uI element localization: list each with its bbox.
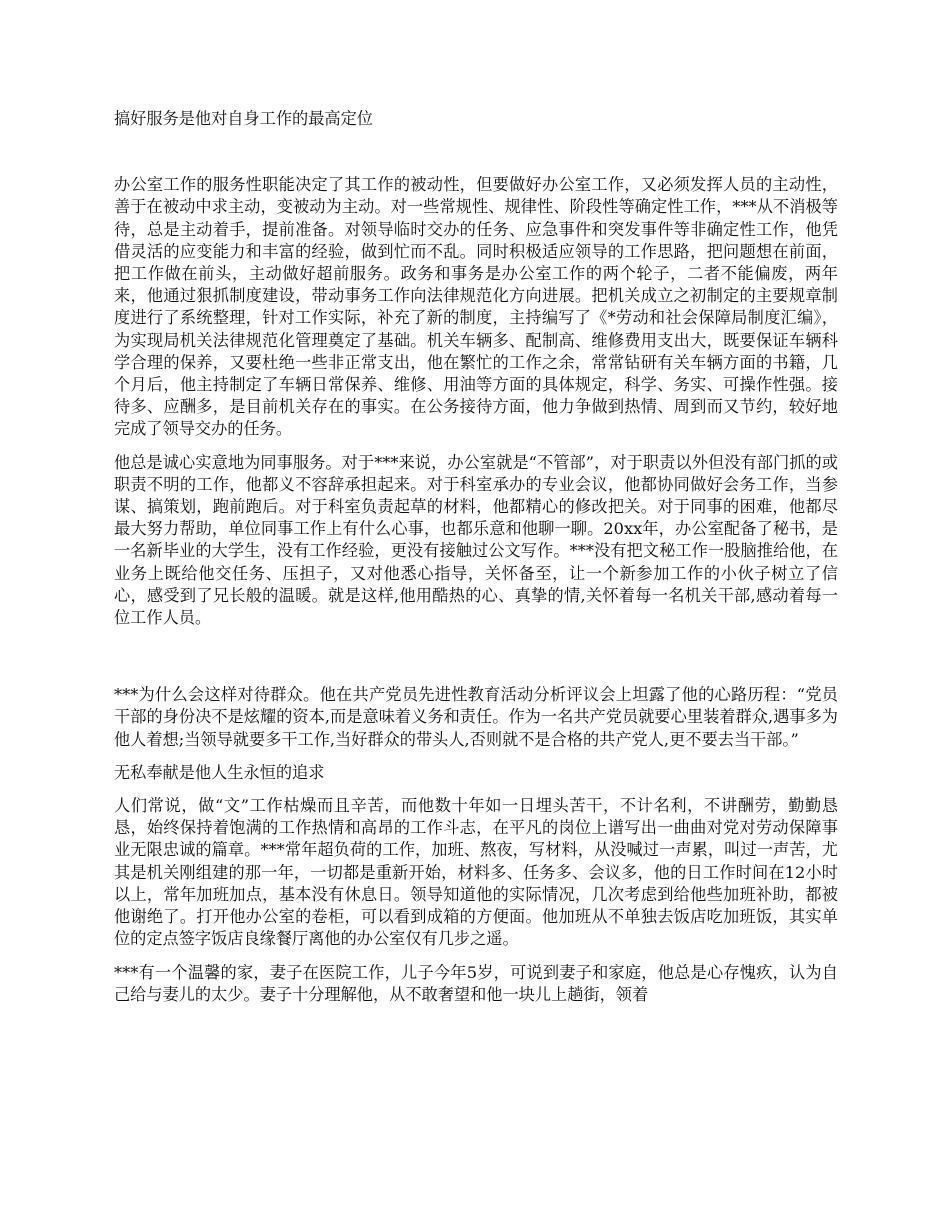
paragraph-party-member: ***为什么会这样对待群众。他在共产党员先进性教育活动分析评议会上坦露了他的心路历程：“党员干部的身份决不是炫耀的资本,而是意味着义务和责任。作为一名共产党员就要心里装着群众,遇事多为他人着想;当领导就要多干工作,当好群众的带头人,否则就不是合格的共产党人,更不要去当干部。” <box>114 685 838 749</box>
paragraph-hard-work: 人们常说，做“文”工作枯燥而且辛苦，而他数十年如一日埋头苦干，不计名利，不讲酬劳，勤勤恳恳，始终保持着饱满的工作热情和高昂的工作斗志，在平凡的岗位上谱写出一曲曲对党对劳动保障事业无限忠诚的篇章。***常年超负荷的工作，加班、熬夜，写材料，从没喊过一声累，叫过一声苦，尤其是机关刚组建的那一年，一切都是重新开始，材料多、任务多、会议多，他的日工作时间在12小时以上，常年加班加点，基本没有休息日。领导知道他的实际情况，几次考虑到给他些加班补助，都被他谢绝了。打开他办公室的卷柜，可以看到成箱的方便面。他加班从不单独去饭店吃加班饭，其实单位的定点签字饭店良缘餐厅离他的办公室仅有几步之遥。 <box>114 796 838 949</box>
paragraph-family: ***有一个温馨的家，妻子在医院工作，儿子今年5岁，可说到妻子和家庭，他总是心存愧疚，认为自己给与妻儿的太少。妻子十分理解他，从不敢奢望和他一块儿上趟街，领着 <box>114 962 838 1004</box>
section-heading-dedication: 无私奉献是他人生永恒的追求 <box>114 762 325 782</box>
section-heading-service: 搞好服务是他对自身工作的最高定位 <box>114 109 373 128</box>
document-page <box>114 108 838 1017</box>
paragraph-colleague-service: 他总是诚心实意地为同事服务。对于***来说，办公室就是“不管部”，对于职责以外但没有部门抓的或职责不明的工作，他都义不容辞承担起来。对于科室承办的专业会议，他都协同做好会务工作，当参谋、搞策划，跑前跑后。对于科室负责起草的材料，他都精心的修改把关。对于同事的困难，他都尽最大努力帮助，单位同事工作上有什么心事，也都乐意和他聊一聊。20xx年，办公室配备了秘书，是一名新毕业的大学生，没有工作经验，更没有接触过公文写作。***没有把文秘工作一股脑推给他，在业务上既给他交任务、压担子，又对他悉心指导，关怀备至，让一个新参加工作的小伙子树立了信心，感受到了兄长般的温暖。就是这样,他用酷热的心、真挚的情,关怀着每一名机关干部,感动着每一位工作人员。 <box>114 452 838 628</box>
paragraph-office-work: 办公室工作的服务性职能决定了其工作的被动性，但要做好办公室工作，又必须发挥人员的主动性，善于在被动中求主动，变被动为主动。对一些常规性、规律性、阶段性等确定性工作，***从不消极等待，总是主动着手，提前准备。对领导临时交办的任务、应急事件和突发事件等非确定性工作，他凭借灵活的应变能力和丰富的经验，做到忙而不乱。同时积极适应领导的工作思路，把问题想在前面，把工作做在前头，主动做好超前服务。政务和事务是办公室工作的两个轮子，二者不能偏废，两年来，他通过狠抓制度建设，带动事务工作向法律规范化方向进展。把机关成立之初制定的主要规章制度进行了系统整理，针对工作实际，补充了新的制度，主持编写了《*劳动和社会保障局制度汇编》，为实现局机关法律规范化管理奠定了基础。机关车辆多、配制高、维修费用支出大，既要保证车辆科学合理的保养，又要杜绝一些非正常支出，他在繁忙的工作之余，常常钻研有关车辆方面的书籍，几个月后，他主持制定了车辆日常保养、维修、用油等方面的具体规定，科学、务实、可操作性强。接待多、应酬多，是目前机关存在的事实。在公务接待方面，他力争做到热情、周到而又节约，较好地完成了领导交办的任务。 <box>114 175 838 439</box>
